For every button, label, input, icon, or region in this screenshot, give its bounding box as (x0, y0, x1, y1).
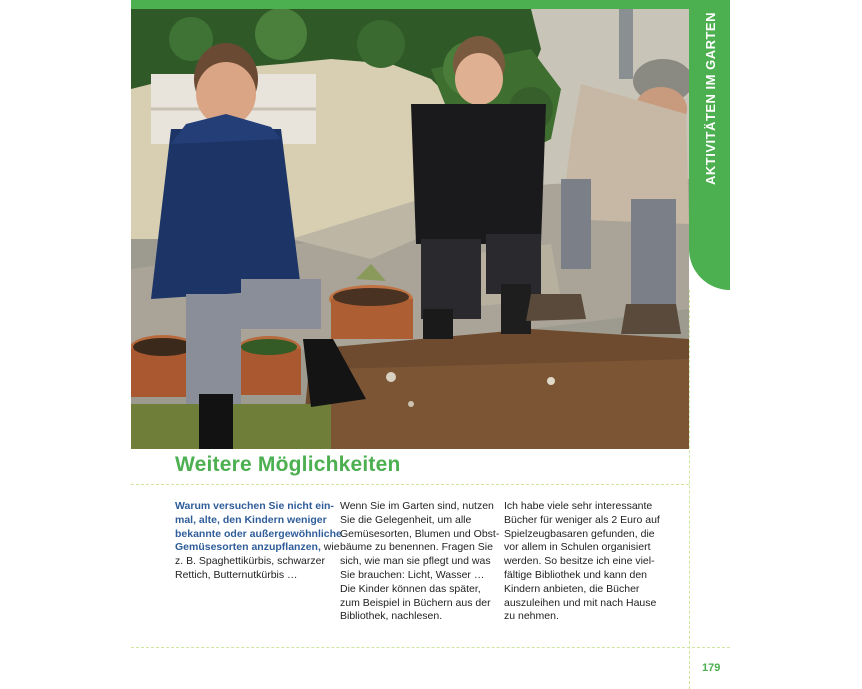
section-divider-line (131, 484, 689, 485)
col1-line: bekannte oder außergewöhnliche (175, 527, 342, 540)
col2-line: zum Beispiel in Büchern aus der (340, 596, 491, 609)
chapter-title: AKTIVITÄTEN IM GARTEN (702, 12, 718, 185)
page-footer-line (131, 647, 730, 648)
col2-line: Bibliothek, nachlesen. (340, 610, 443, 623)
col1-line: Rettich, Butternutkürbis … (175, 568, 298, 581)
page-guide-vertical (689, 290, 690, 689)
col1-line (175, 541, 340, 555)
text-column-3 (504, 500, 664, 624)
col2-line: Sie brauchen: Licht, Wasser … (340, 568, 485, 581)
col1-lead-end: Gemüsesorten anzupflanzen, (175, 541, 321, 554)
garden-photo (131, 9, 689, 449)
col1-line-tail: wie (320, 541, 340, 554)
col3-line: auszuleihen und mit nach Hause (504, 596, 657, 609)
col3-line: Ich habe viele sehr interessante (504, 500, 653, 512)
col2-line: Gemüsesorten, Blumen und Obst- (340, 527, 500, 540)
col3-line: Kindern anbieten, die Bücher (504, 582, 640, 595)
col3-line: Bücher für weniger als 2 Euro auf (504, 513, 660, 526)
col3-line: werden. So besitze ich eine viel- (504, 555, 655, 568)
text-column-2 (340, 500, 500, 624)
col1-line: Warum versuchen Sie nicht ein- (175, 500, 334, 512)
col3-line: Spielzeugbasaren gefunden, die (504, 527, 655, 540)
text-column-1 (175, 500, 342, 583)
col3-line: zu nehmen. (504, 610, 559, 623)
chapter-side-tab-label-wrap (690, 12, 730, 185)
col2-line: Wenn Sie im Garten sind, nutzen (340, 500, 494, 512)
page-number: 179 (702, 662, 721, 674)
col2-line: Die Kinder können das später, (340, 582, 481, 595)
section-heading: Weitere Möglichkeiten (175, 453, 401, 476)
top-accent-bar (131, 0, 689, 9)
garden-photo-illustration (131, 9, 689, 449)
col3-line: vor allem in Schulen organisiert (504, 541, 651, 554)
col2-line: sich, wie man sie pflegt und was (340, 555, 491, 568)
col1-line: mal, alte, den Kindern weniger (175, 513, 327, 526)
col3-line: fältige Bibliothek und kann den (504, 568, 648, 581)
col2-line: Sie die Gelegenheit, um alle (340, 513, 472, 526)
col1-line: z. B. Spaghettikürbis, schwarzer (175, 555, 325, 568)
col2-line: bäume zu benennen. Fragen Sie (340, 541, 493, 554)
